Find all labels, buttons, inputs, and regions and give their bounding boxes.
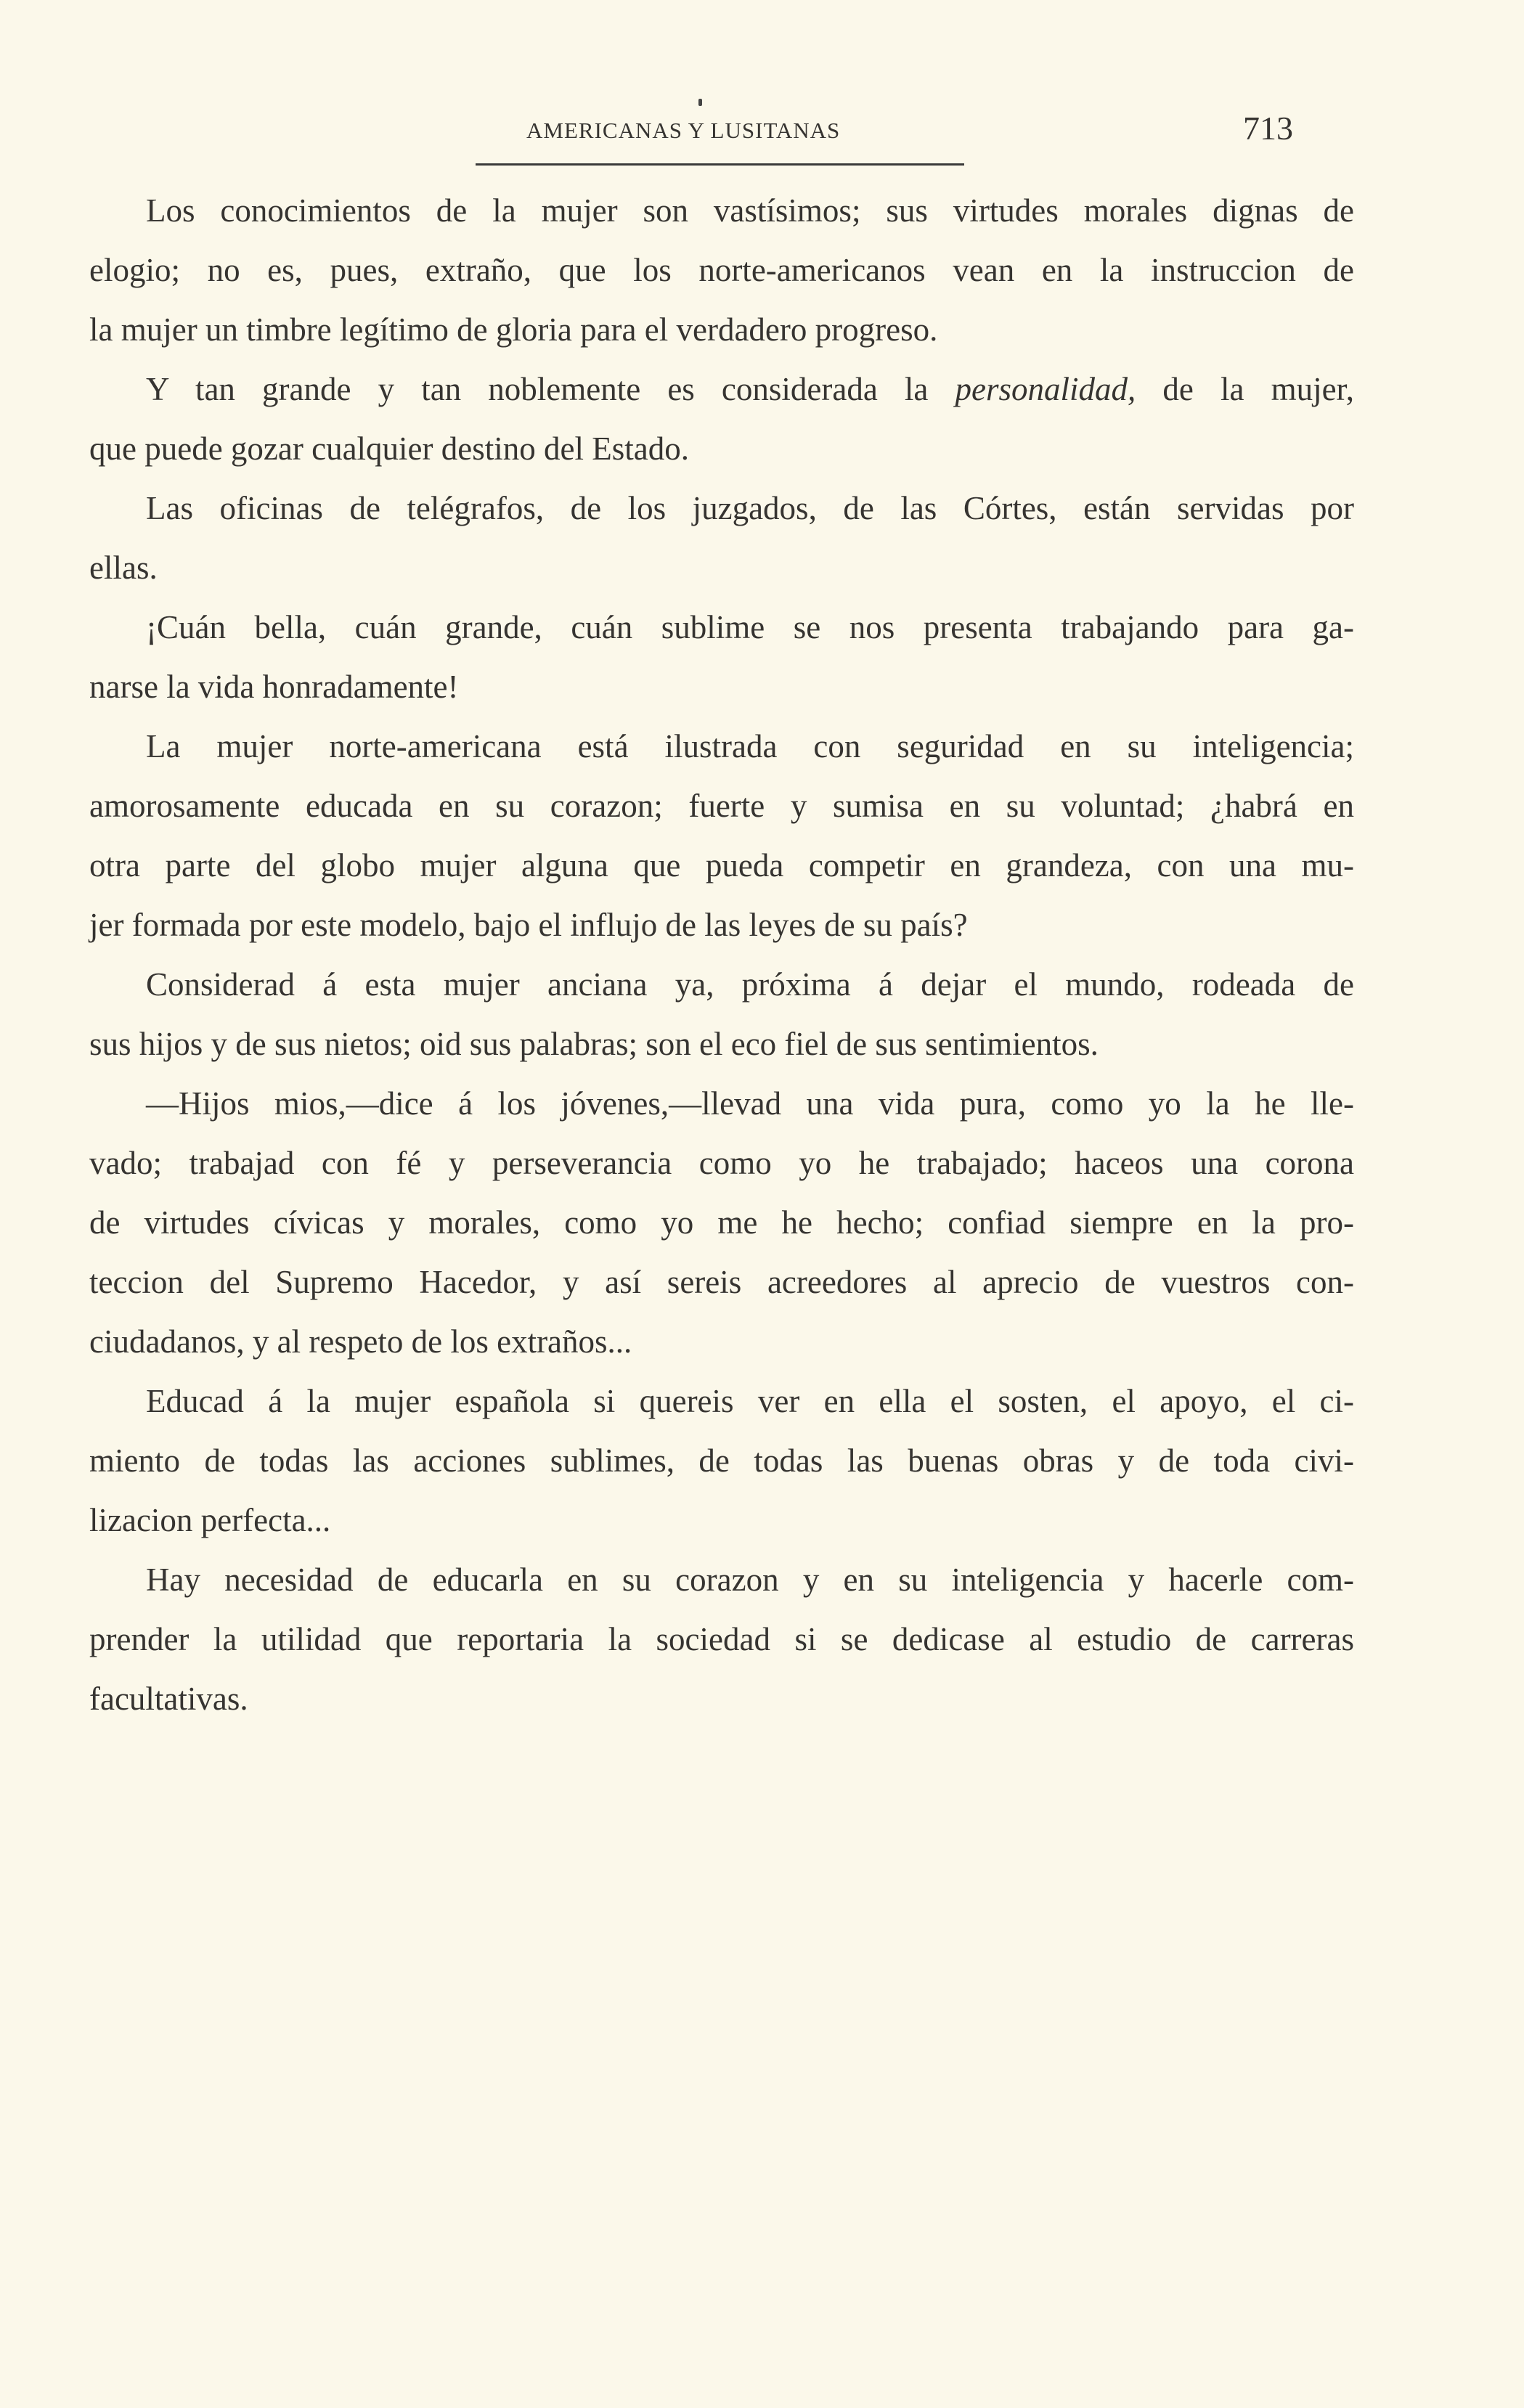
text-line [89, 359, 1354, 419]
text-line: ciudadanos, y al respeto de los extraños... [89, 1323, 632, 1360]
print-speck [698, 99, 702, 106]
paragraph [89, 597, 1354, 717]
text-line: Las oficinas de telégrafos, de los juzgados, de las Córtes, están servidas por [146, 490, 1354, 526]
text-line: Educad á la mujer española si quereis ver en ella el sosten, el apoyo, el ci- [146, 1383, 1354, 1419]
text-line: narse la vida honradamente! [89, 669, 459, 705]
body-text [89, 181, 1354, 1729]
paragraph [89, 717, 1354, 955]
text-line: ¡Cuán bella, cuán grande, cuán sublime se nos presenta trabajando para ga- [146, 609, 1354, 645]
text-line: amorosamente educada en su corazon; fuerte y sumisa en su voluntad; ¿habrá en [89, 788, 1354, 824]
paragraph [89, 359, 1354, 478]
text-segment: de la mujer, [1136, 371, 1354, 407]
paragraph [89, 478, 1354, 597]
text-line: vado; trabajad con fé y perseverancia como yo he trabajado; haceos una corona [89, 1145, 1354, 1181]
text-line: Los conocimientos de la mujer son vastísimos; sus virtudes morales dignas de [146, 192, 1354, 229]
running-title: AMERICANAS Y LUSITANAS [526, 118, 841, 143]
text-line: elogio; no es, pues, extraño, que los norte-americanos vean en la instruccion de [89, 252, 1354, 288]
text-line: Considerad á esta mujer anciana ya, próxima á dejar el mundo, rodeada de [146, 966, 1354, 1003]
text-line: jer formada por este modelo, bajo el influjo de las leyes de su país? [89, 907, 968, 943]
text-line: prender la utilidad que reportaria la sociedad si se dedicase al estudio de carreras [89, 1621, 1354, 1657]
text-line: de virtudes cívicas y morales, como yo me he hecho; confiad siempre en la pro- [89, 1204, 1354, 1241]
paragraph [89, 955, 1354, 1074]
italic-emphasis: personalidad, [955, 371, 1136, 407]
text-line: que puede gozar cualquier destino del Estado. [89, 430, 689, 467]
paragraph [89, 1074, 1354, 1371]
text-line: Hay necesidad de educarla en su corazon y en su inteligencia y hacerle com- [146, 1562, 1354, 1598]
page-number: 713 [1243, 110, 1293, 147]
text-line: sus hijos y de sus nietos; oid sus palabras; son el eco fiel de sus sentimientos. [89, 1026, 1099, 1062]
text-segment: Y tan grande y tan noblemente es considerada la [146, 371, 955, 407]
text-line: —Hijos mios,—dice á los jóvenes,—llevad una vida pura, como yo la he lle- [146, 1085, 1354, 1122]
text-line: la mujer un timbre legítimo de gloria para el verdadero progreso. [89, 311, 938, 348]
text-line: otra parte del globo mujer alguna que pueda competir en grandeza, con una mu- [89, 847, 1354, 883]
text-line: lizacion perfecta... [89, 1502, 331, 1538]
text-line: miento de todas las acciones sublimes, de todas las buenas obras y de toda civi- [89, 1442, 1354, 1479]
paragraph [89, 181, 1354, 359]
header-rule [476, 163, 964, 166]
text-line: teccion del Supremo Hacedor, y así sereis acreedores al aprecio de vuestros con- [89, 1264, 1354, 1300]
text-line: La mujer norte-americana está ilustrada con seguridad en su inteligencia; [146, 728, 1354, 764]
paragraph [89, 1371, 1354, 1550]
text-line: ellas. [89, 550, 158, 586]
paragraph [89, 1550, 1354, 1729]
text-line: facultativas. [89, 1681, 248, 1717]
